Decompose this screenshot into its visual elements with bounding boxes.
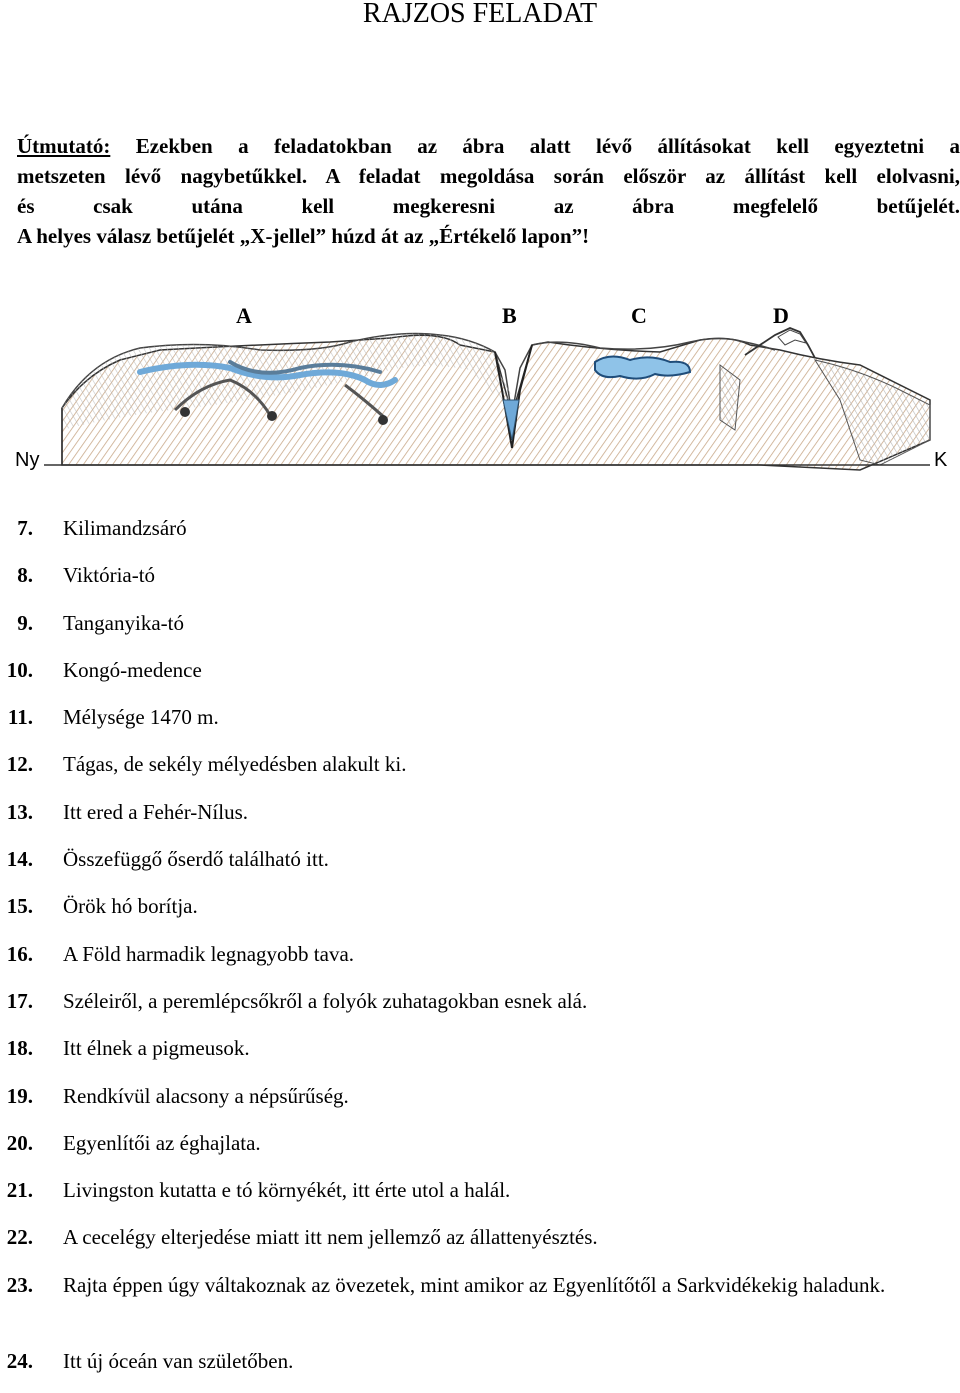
cross-section-figure xyxy=(0,290,960,490)
label-a: A xyxy=(236,303,252,328)
list-item: 7. Kilimandzsáró xyxy=(17,516,187,540)
instructions-text-1: Ezekben a feladatokban az ábra alatt lévő állításokat kell egyeztetni a xyxy=(135,134,960,158)
list-item: 21. Livingston kutatta e tó környékét, itt érte utol a halál. xyxy=(6,1178,511,1203)
list-item: 23. Rajta éppen úgy váltakoznak az övezetek, mint amikor az Egyenlítőtől a Sarkvidékekig haladunk. xyxy=(6,1272,886,1297)
list-item: 8. Viktória-tó xyxy=(17,563,156,588)
list-item: 11. Mélysége 1470 m. xyxy=(7,705,219,730)
label-d: D xyxy=(773,303,789,328)
list-item: 19. Rendkívül alacsony a népsűrűség. xyxy=(6,1083,349,1108)
label-b: B xyxy=(502,303,517,328)
instructions-label: Útmutató: xyxy=(17,134,111,158)
list-item: 22. A cecelégy elterjedése miatt itt nem jellemző az állattenyésztés. xyxy=(6,1225,598,1250)
list-item: 18. Itt élnek a pigmeusok. xyxy=(6,1036,250,1061)
list-item: 17. Széleiről, a peremlépcsőkről a folyók zuhatagokban esnek alá. xyxy=(6,988,588,1013)
list-item: 20. Egyenlítői az éghajlata. xyxy=(6,1130,261,1155)
page-title: RAJZOS FELADAT xyxy=(362,0,598,29)
instructions-line-4: A helyes válasz betűjelét „X-jellel” húzd át az „Értékelő lapon”! xyxy=(17,224,590,248)
list-item: 9. Tanganyika-tó xyxy=(17,610,184,635)
statement-list xyxy=(0,513,960,1393)
label-west: Ny xyxy=(15,449,40,471)
instructions-line-2: metszeten lévő nagybetűkkel. A feladat megoldása során először az állítást kell elolvasni, xyxy=(17,164,960,188)
list-item: 24. Itt új óceán van születőben. xyxy=(6,1348,294,1373)
list-item: 13. Itt ered a Fehér-Nílus. xyxy=(6,799,249,824)
list-item: 15. Örök hó borítja. xyxy=(6,894,198,919)
instructions-line-1 xyxy=(17,131,960,161)
list-item: 10. Kongó-medence xyxy=(6,657,202,682)
list-item: 16. A Föld harmadik legnagyobb tava. xyxy=(6,941,355,966)
list-item: 14. Összefüggő őserdő található itt. xyxy=(6,847,329,872)
cross-section-drawing xyxy=(0,290,960,490)
list-item: 12. Tágas, de sekély mélyedésben alakult ki. xyxy=(6,752,407,777)
instructions xyxy=(17,131,960,251)
label-east: K xyxy=(934,449,948,471)
label-c: C xyxy=(631,303,647,328)
instructions-line-3: és csak utána kell megkeresni az ábra megfelelő betűjelét. xyxy=(17,194,960,218)
